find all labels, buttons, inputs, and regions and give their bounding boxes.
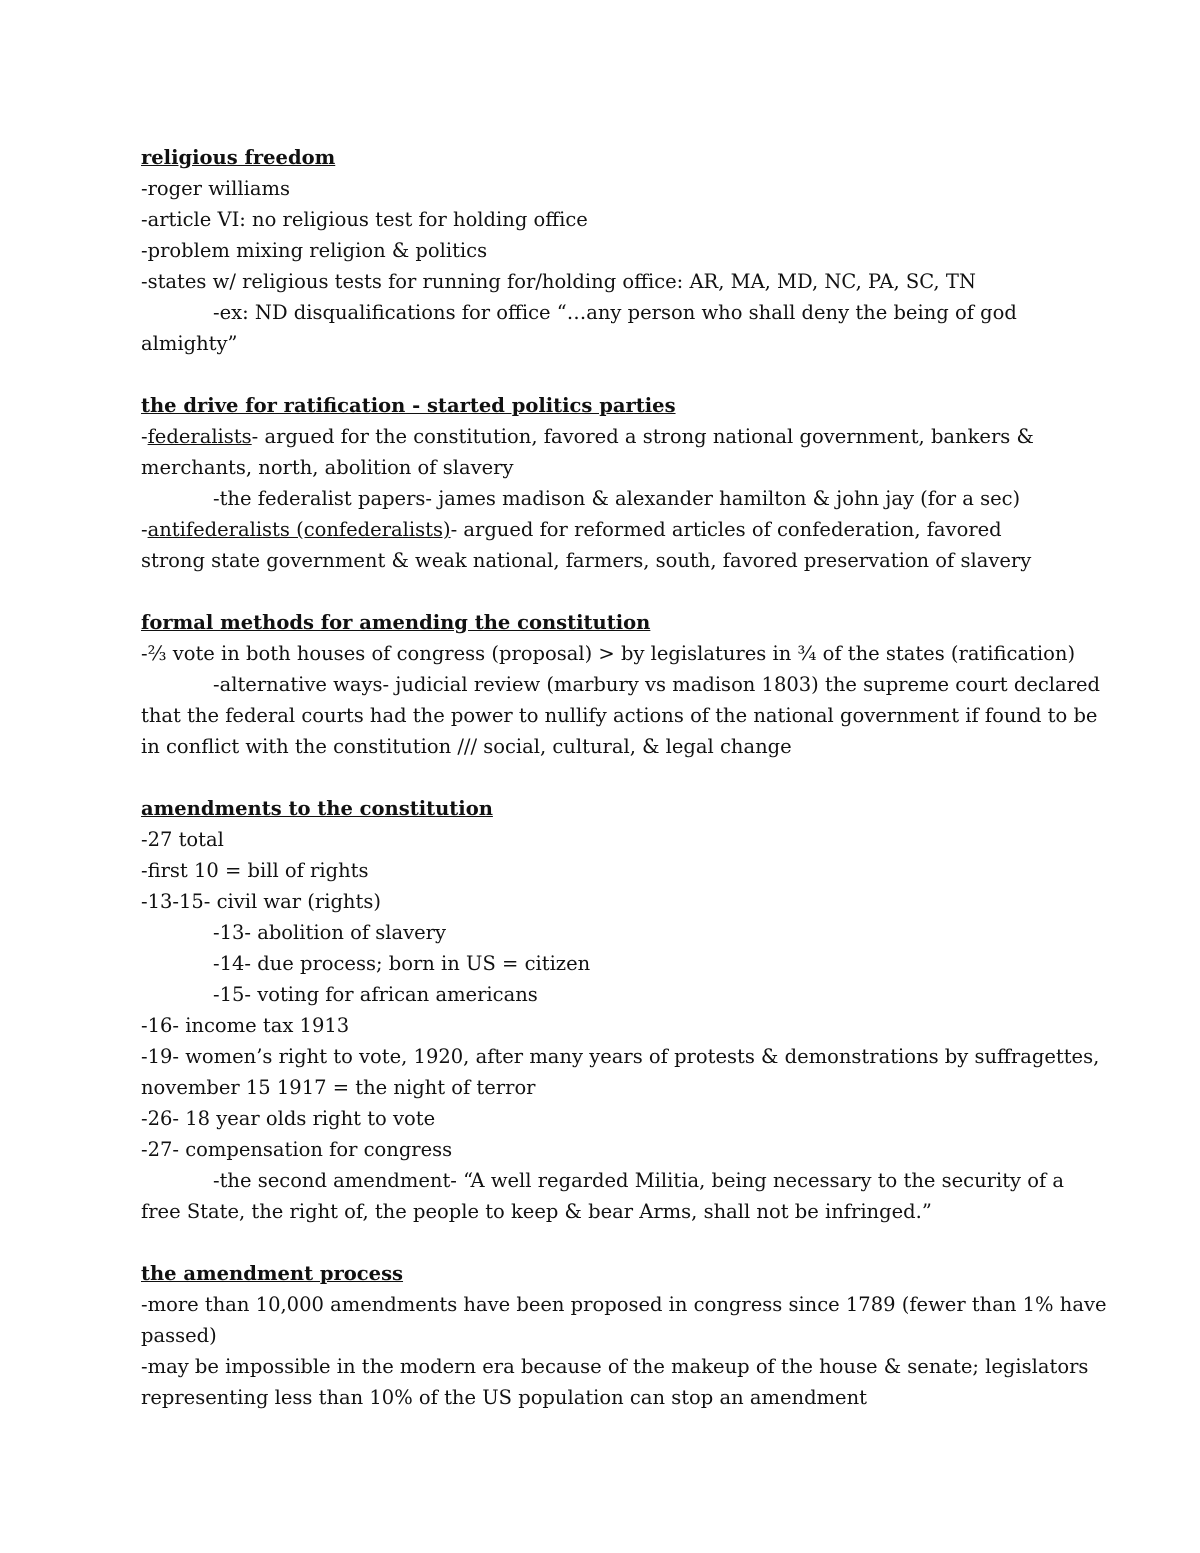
blank-line xyxy=(141,576,1061,607)
text-line: -26- 18 year olds right to vote xyxy=(141,1107,436,1130)
text-line: -problem mixing religion & politics xyxy=(141,239,488,262)
antifederalists-paragraph xyxy=(141,514,1061,576)
text-line: -more than 10,000 amendments have been proposed in congress since 1789 (fewer than 1% have xyxy=(141,1293,1107,1316)
text-line: free State, the right of, the people to keep & bear Arms, shall not be infringed.” xyxy=(141,1200,932,1223)
text-fragment: - argued for reformed articles of confederation, favored strong state government & weak national, farmers, south, favored preservation of slavery xyxy=(141,518,1032,572)
text-line: -ex: ND disqualifications for office “…any person who shall deny the being of god xyxy=(213,301,1017,324)
blank-line xyxy=(141,1227,1061,1258)
heading-formal-methods: formal methods for amending the constitution xyxy=(141,611,651,634)
term-federalists: federalists xyxy=(147,425,252,448)
text-line: passed) xyxy=(141,1324,217,1347)
text-fragment: - argued for the constitution, favored a strong national government, bankers & merchants, north, abolition of slavery xyxy=(141,425,1034,479)
heading-drive-for-ratification: the drive for ratification - started politics parties xyxy=(141,394,676,417)
text-line: -the federalist papers- james madison & alexander hamilton & john jay (for a sec) xyxy=(213,487,1021,510)
blank-line xyxy=(141,359,1061,390)
heading-amendment-process: the amendment process xyxy=(141,1262,404,1285)
text-line: -15- voting for african americans xyxy=(213,983,538,1006)
text-fragment: - xyxy=(141,425,148,448)
text-line: -13- abolition of slavery xyxy=(213,921,447,944)
text-line: in conflict with the constitution /// social, cultural, & legal change xyxy=(141,735,792,758)
text-line: -alternative ways- judicial review (marbury vs madison 1803) the supreme court declared xyxy=(213,673,1100,696)
text-line: -states w/ religious tests for running for/holding office: AR, MA, MD, NC, PA, SC, TN xyxy=(141,270,976,293)
text-line: -27- compensation for congress xyxy=(141,1138,453,1161)
blank-line xyxy=(141,762,1061,793)
heading-religious-freedom: religious freedom xyxy=(141,146,336,169)
text-line: -the second amendment- “A well regarded Militia, being necessary to the security of a xyxy=(213,1169,1065,1192)
text-fragment: - xyxy=(141,518,148,541)
text-line: that the federal courts had the power to nullify actions of the national government if found to be xyxy=(141,704,1098,727)
text-line: -⅔ vote in both houses of congress (proposal) > by legislatures in ¾ of the states (ratification) xyxy=(141,642,1076,665)
document-page xyxy=(141,142,1107,1413)
text-line: -roger williams xyxy=(141,177,290,200)
federalists-paragraph xyxy=(141,421,1061,483)
text-line: -16- income tax 1913 xyxy=(141,1014,350,1037)
text-line: almighty” xyxy=(141,332,238,355)
text-line: -article VI: no religious test for holding office xyxy=(141,208,588,231)
text-line: -first 10 = bill of rights xyxy=(141,859,369,882)
text-line: -19- women’s right to vote, 1920, after many years of protests & demonstrations by suffragettes, xyxy=(141,1045,1100,1068)
heading-amendments: amendments to the constitution xyxy=(141,797,493,820)
text-line: -13-15- civil war (rights) xyxy=(141,890,381,913)
text-line: -14- due process; born in US = citizen xyxy=(213,952,591,975)
text-line: -may be impossible in the modern era because of the makeup of the house & senate; legislators xyxy=(141,1355,1089,1378)
text-line: -27 total xyxy=(141,828,224,851)
term-antifederalists: antifederalists (confederalists) xyxy=(147,518,451,541)
text-line: representing less than 10% of the US population can stop an amendment xyxy=(141,1386,867,1409)
text-line: november 15 1917 = the night of terror xyxy=(141,1076,536,1099)
